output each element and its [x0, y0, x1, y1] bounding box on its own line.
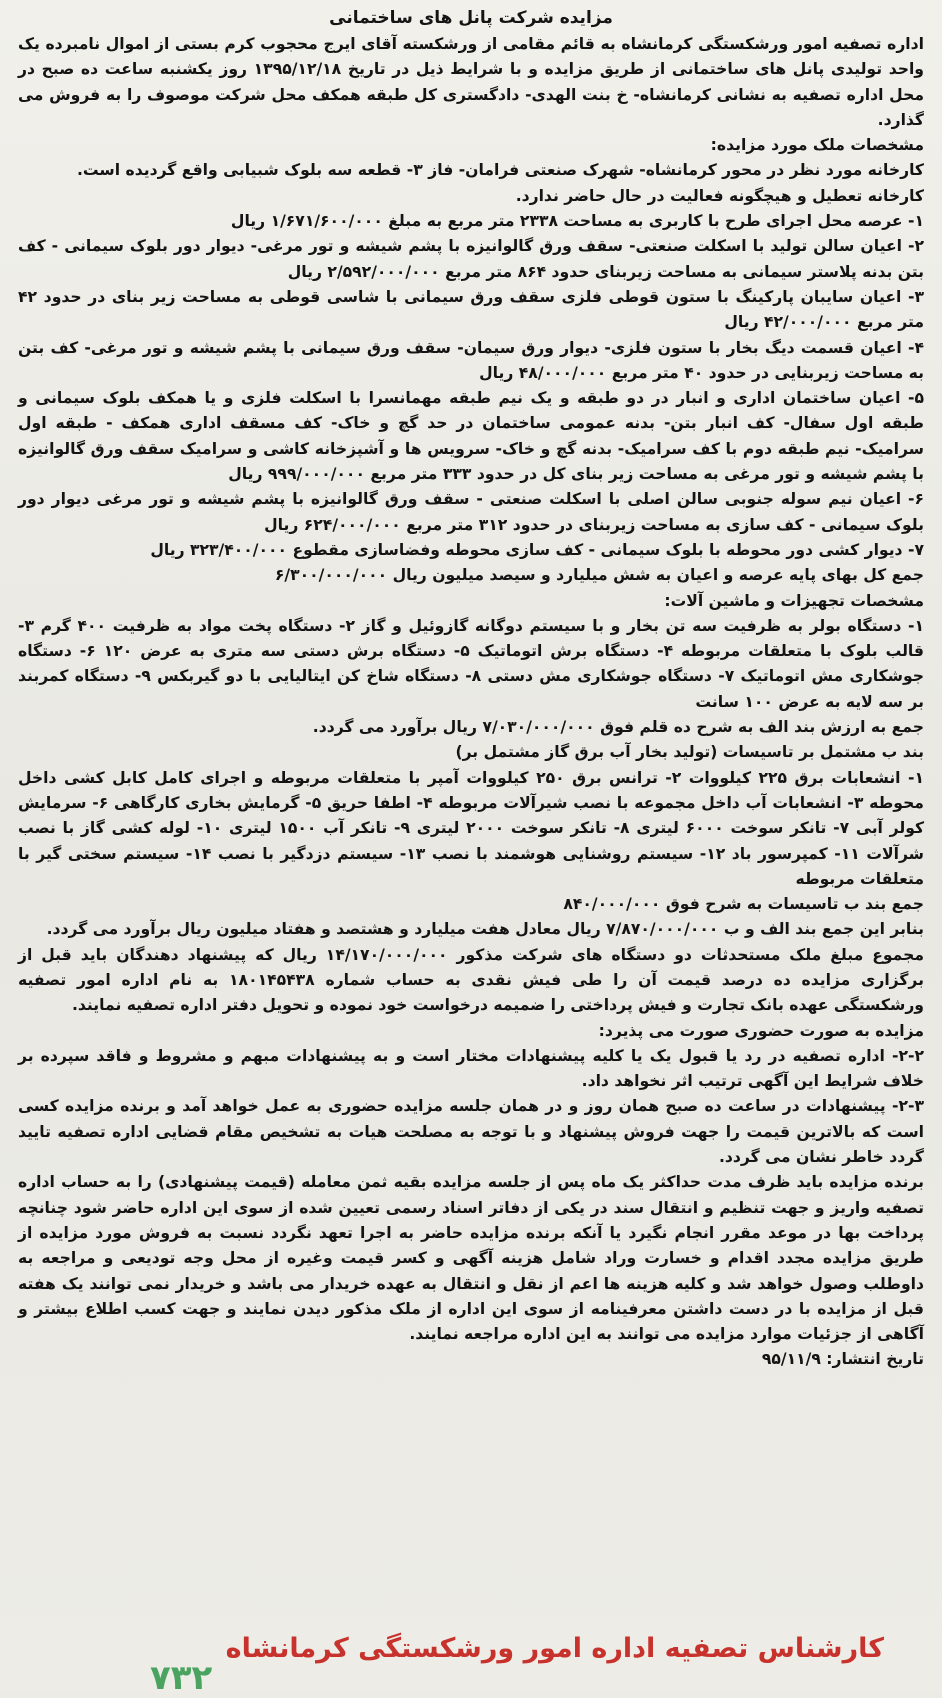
notice-paragraph: برنده مزایده باید ظرف مدت حداکثر یک ماه پس از جلسه مزایده بقیه ثمن معامله (قیمت پیشنهادی) را به حساب اداره تصفیه واریز و جهت تنظیم و انتقال سند در یکی از دفاتر اسناد رسمی تعیین شده از سوی این اداره حاضر شود چنانچه پرداخت بها در موعد مقرر انجام نگیرد یا آنکه برنده مزایده حاضر به اجرا تعهد نگردد نسبت به فروش مورد مزایده از طریق مزایده مجدد اقدام و خسارت وراد شامل هزینه آگهی و کسر قیمت وغیره از محل وجه تودیعی و مراجعه به داوطلب وصول خواهد شد و کلیه هزینه ها اعم از نقل و انتقال به عهده خریدار می باشد و خریدار نمی توانند یک هفته قبل از مزایده با در دست داشتن معرفینامه از سوی این اداره از ملک مذکور دیدن نمایند و جهت کسب اطلاع بیشتر و آگاهی از جزئیات موارد مزایده می توانند به این اداره مراجعه نمایند.	[18, 1173, 924, 1344]
notice-body	[18, 32, 924, 1373]
notice-paragraph: مشخصات تجهیزات و ماشین آلات:	[664, 591, 924, 610]
notice-paragraph: ۷- دیوار کشی دور محوطه با بلوک سیمانی - کف سازی محوطه وفضاسازی مقطوع ۳۲۳/۴۰۰/۰۰۰ ریال	[150, 540, 924, 559]
notice-paragraph: جمع به ارزش بند الف به شرح ده قلم فوق ۷/۰۳۰/۰۰۰/۰۰۰ ریال برآورد می گردد.	[312, 718, 924, 737]
notice-paragraph: مجموع مبلغ ملک مستحدثات دو دستگاه های شرکت مذکور ۱۴/۱۷۰/۰۰۰/۰۰۰ ریال که پیشنهاد دهندگان باید قبل از برگزاری مزایده ده درصد قیمت آن را طی فیش نقدی به حساب شماره ۱۸۰۱۴۵۴۳۸ به نام اداره امور تصفیه ورشکستگی عهده بانک تجارت و فیش پرداختی را ضمیمه درخواست خود نموده و تحویل دفتر اداره تصفیه نمایند.	[18, 945, 924, 1015]
notice-paragraph: ۱- دستگاه بولر به ظرفیت سه تن بخار و با سیستم دوگانه گازوئیل و گاز ۲- دستگاه پخت مواد به ظرفیت ۴۰۰ گرم ۳- قالب بلوک با متعلقات مربوطه ۴- دستگاه برش اتوماتیک ۵- دستگاه برش دستی سه متری به عرض ۱۲۰ ۶- دستگاه جوشکاری مش اتوماتیک ۷- دستگاه جوشکاری مش دستی ۸- دستگاه شاخ کن ایتالیایی با دو گیربکس ۹- دستگاه کمربند بر سه لایه به عرض ۱۰۰ سانت	[18, 616, 925, 711]
notice-paragraph: بند ب مشتمل بر تاسیسات (تولید بخار آب برق گاز مشتمل بر)	[455, 743, 924, 762]
signature: کارشناس تصفیه اداره امور ورشکستگی کرمانشاه	[225, 1633, 884, 1664]
notice-paragraph: بنابر این جمع بند الف و ب ۷/۸۷۰/۰۰۰/۰۰۰ ریال معادل هفت میلیارد و هشتصد و هفتاد میلیون ریال برآورد می گردد.	[46, 920, 924, 939]
notice-paragraph: ۶- اعیان نیم سوله جنوبی سالن اصلی با اسکلت صنعتی - سقف ورق گالوانیزه با پشم شیشه و تور مرغی دیوار دور بلوک سیمانی - کف سازی به مساحت زیربنای در حدود ۳۱۲ متر مربع ۶۲۴/۰۰۰/۰۰۰ ریال	[18, 490, 924, 534]
notice-paragraph: جمع بند ب تاسیسات به شرح فوق ۸۴۰/۰۰۰/۰۰۰	[563, 895, 924, 914]
notice-paragraph: ۲-۲- اداره تصفیه در رد یا قبول یک یا کلیه پیشنهادات مختار است و به پیشنهادات مبهم و مشروط و فاقد سپرده بر خلاف شرایط این آگهی ترتیب اثر نخواهد داد.	[18, 1046, 924, 1091]
notice-paragraph: کارخانه مورد نظر در محور کرمانشاه- شهرک صنعتی فرامان- فاز ۳- قطعه سه بلوک شبیابی واقع گردیده است.	[76, 161, 924, 180]
notice-paragraph: ۲-۳- پیشنهادات در ساعت ده صبح همان روز و در همان جلسه مزایده حضوری به عمل خواهد آمد و برنده مزایده کسی است که بالاترین قیمت را جهت فروش پیشنهاد و با توجه به مصلحت هیات به تشخیص مقام قضایی اداره تصفیه تایید گردد خاطر نشان می گردد.	[18, 1097, 924, 1167]
notice-paragraph: جمع کل بهای پایه عرصه و اعیان به شش میلیارد و سیصد میلیون ریال ۶/۳۰۰/۰۰۰/۰۰۰	[274, 566, 924, 585]
notice-paragraph: کارخانه تعطیل و هیچگونه فعالیت در حال حاضر ندارد.	[515, 186, 924, 205]
notice-paragraph: اداره تصفیه امور ورشکستگی کرمانشاه به قائم مقامی از ورشکسته آقای ایرج محجوب کرم بستی از اموال نامبرده یک واحد تولیدی پانل های ساختمانی از طریق مزایده و با شرایط ذیل در تاریخ ۱۳۹۵/۱۲/۱۸ روز یکشنبه ساعت ده صبح در محل اداره تصفیه به نشانی کرمانشاه- خ بنت الهدی- دادگستری کل طبقه همکف محل شرکت موصوف را به فروش می گذارد.	[18, 35, 924, 129]
notice-paragraph: مزایده به صورت حضوری صورت می پذیرد:	[598, 1021, 924, 1040]
notice-title: مزایده شرکت پانل های ساختمانی	[329, 8, 613, 28]
notice-paragraph: مشخصات ملک مورد مزایده:	[710, 136, 924, 155]
notice-paragraph: ۵- اعیان ساختمان اداری و انبار در دو طبقه و یک نیم طبقه مهمانسرا با اسکلت فلزی و یا همکف بلوک سیمانی و طبقه اول سفال- کف انبار بتن- بدنه عمومی ساختمان در حد گچ و خاک- کف مسقف اداری همکف - طبقه اول سرامیک- نیم طبقه دوم با کف سرامیک- بدنه گچ و خاک- سرویس ها و آشپزخانه کاشی و سرامیک سقف ورق گالوانیزه با پشم شیشه و تور مرغی به مساحت زیر بنای کل در حدود ۳۳۳ متر مربع ۹۹۹/۰۰۰/۰۰۰ ریال	[18, 389, 924, 484]
notice-paragraph: ۳- اعیان سایبان پارکینگ با ستون قوطی فلزی سقف ورق سیمانی با شاسی قوطی به مساحت زیر بنای در حدود ۴۲ متر مربع ۴۲/۰۰۰/۰۰۰ ریال	[18, 287, 924, 332]
notice-paragraph: ۱- عرصه محل اجرای طرح با کاربری به مساحت ۲۳۳۸ متر مربع به مبلغ ۱/۶۷۱/۶۰۰/۰۰۰ ریال	[230, 212, 924, 231]
auction-notice	[18, 4, 924, 1373]
notice-paragraph: تاریخ انتشار: ۹۵/۱۱/۹	[761, 1350, 924, 1369]
notice-paragraph: ۲- اعیان سالن تولید با اسکلت صنعتی- سقف ورق گالوانیزه با پشم شیشه و تور مرغی- دیوار دور بلوک سیمانی - کف بتن بدنه پلاستر سیمانی به مساحت زیربنای حدود ۸۶۴ متر مربع ۲/۵۹۲/۰۰۰/۰۰۰ ریال	[18, 237, 924, 281]
page-number: ۷۳۲	[150, 1658, 213, 1698]
notice-paragraph: ۴- اعیان قسمت دیگ بخار با ستون فلزی- دیوار ورق سیمان- سقف ورق سیمانی با پشم شیشه و تور مرغی- کف بتن به مساحت زیربنایی در حدود ۴۰ متر مربع ۴۸/۰۰۰/۰۰۰ ریال	[18, 338, 924, 382]
notice-paragraph: ۱- انشعابات برق ۲۲۵ کیلووات ۲- ترانس برق ۲۵۰ کیلووات آمپر با متعلقات مربوطه و اجرای کامل کابل کشی داخل محوطه ۳- انشعابات آب داخل مجموعه با نصب شیرآلات مربوطه ۴- اطفا حریق ۵- گرمایش بخاری کارگاهی ۶- سرمایش کولر آبی ۷- تانکر سوخت ۶۰۰۰ لیتری ۸- تانکر سوخت ۲۰۰۰ لیتری ۹- تانکر آب ۱۵۰۰ لیتری ۱۰- لوله کشی گاز با نصب شرآلات ۱۱- کمپرسور باد ۱۲- سیستم روشنایی هوشمند با نصب ۱۳- سیستم دزدگیر با نصب ۱۴- سیستم سختی گیر با متعلقات مربوطه	[18, 768, 925, 888]
